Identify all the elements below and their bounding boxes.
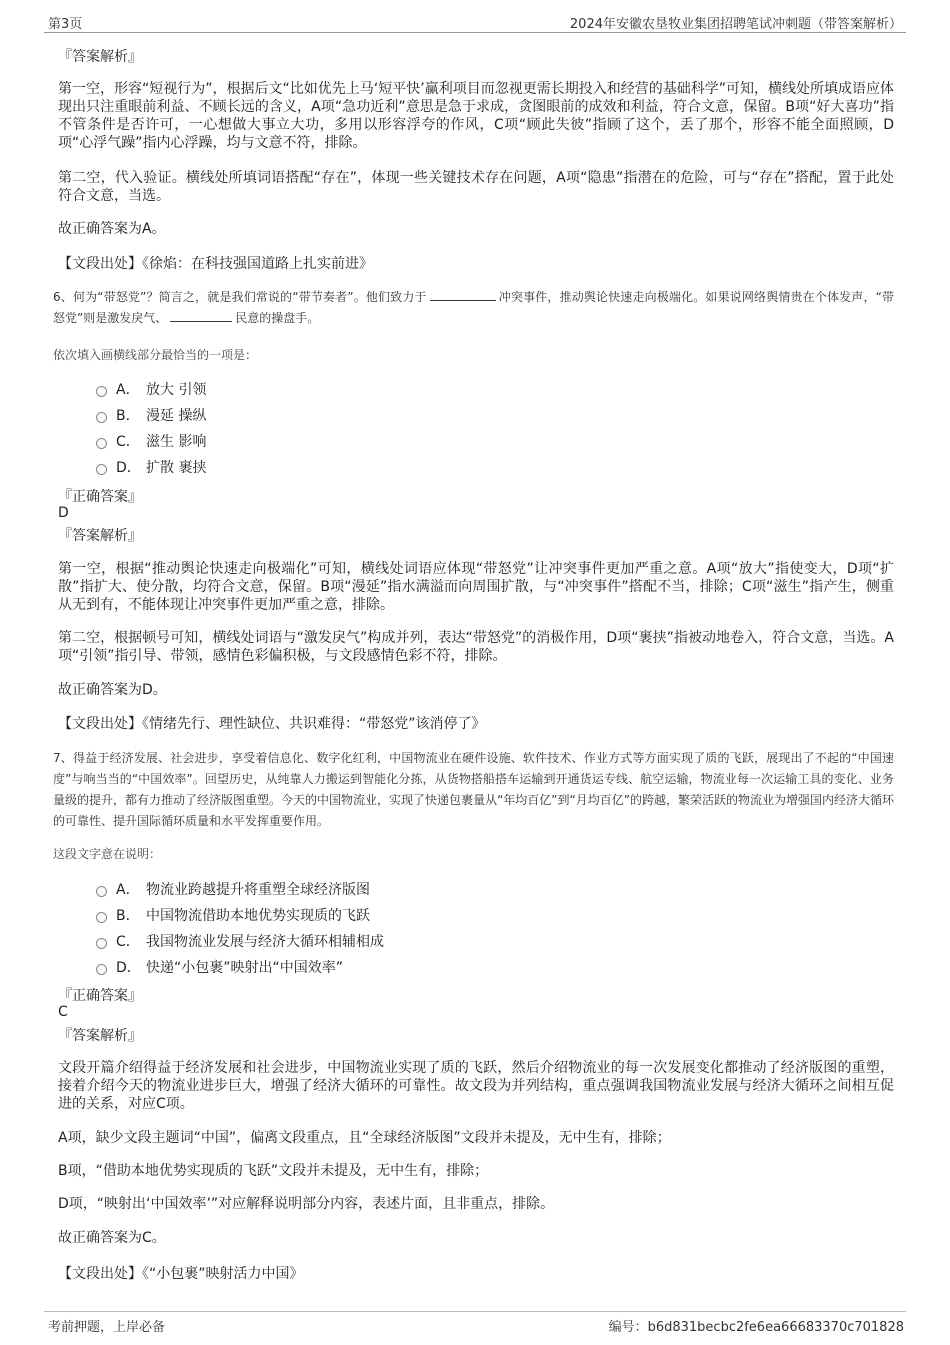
question-prompt: 依次填入画横线部分最恰当的一项是：: [53, 348, 258, 362]
fill-blank: [170, 321, 232, 322]
source-citation: 【文段出处】《徐焰：在科技强国道路上扎实前进》: [58, 256, 373, 272]
option-letter: C．: [116, 934, 140, 950]
page-number: 第3页: [48, 17, 83, 32]
option-a[interactable]: [96, 879, 370, 899]
analysis-tag: 『答案解析』: [58, 49, 142, 65]
answer-conclusion: 故正确答案为C。: [58, 1230, 166, 1246]
question-stem: [53, 287, 894, 329]
answer-conclusion: 故正确答案为D。: [58, 682, 167, 698]
option-letter: A．: [116, 882, 140, 898]
question-stem-part: 冲突事件，推动舆论快速走向极端化。如果说网络舆情贵在个体发声，“带怒党”则是激发戾气、: [53, 290, 894, 325]
analysis-paragraph: B项，“借助本地优势实现质的飞跃”文段并未提及，无中生有，排除；: [58, 1163, 489, 1179]
option-text: 我国物流业发展与经济大循环相辅相成: [146, 934, 384, 950]
question-stem-part: 6、何为“带怒党”？简言之，就是我们常说的“带节奏者”。他们致力于: [53, 290, 427, 304]
source-citation: 【文段出处】《情绪先行、理性缺位、共识难得：“带怒党”该消停了》: [58, 716, 486, 732]
analysis-paragraph: A项，缺少文段主题词“中国”，偏离文段重点，且“全球经济版图”文段并未提及，无中生有，排除；: [58, 1130, 671, 1146]
option-d[interactable]: [96, 957, 343, 977]
analysis-paragraph: 第二空，根据顿号可知，横线处词语与“激发戾气”构成并列，表达“带怒党”的消极作用，D项“裹挟”指被动地卷入，符合文意，当选。A项“引领”指引导、带领，感情色彩偏积极，与文段感情色彩不符，排除。: [58, 630, 894, 664]
option-text: 物流业跨越提升将重塑全球经济版图: [146, 882, 370, 898]
analysis-paragraph: 文段开篇介绍得益于经济发展和社会进步，中国物流业实现了质的飞跃，然后介绍物流业的每一次发展变化都推动了经济版图的重塑，接着介绍今天的物流业进步巨大，增强了经济大循环的可靠性。故文段为并列结构，重点强调我国物流业发展与经济大循环之间相互促进的关系，对应C项。: [58, 1060, 894, 1112]
option-c[interactable]: [96, 431, 206, 451]
option-c[interactable]: [96, 931, 384, 951]
analysis-tag: 『答案解析』: [58, 528, 142, 544]
document-id: 编号：b6d831becbc2fe6ea66683370c701828: [608, 1320, 904, 1335]
radio-icon[interactable]: [96, 938, 107, 949]
option-letter: C．: [116, 434, 140, 450]
option-a[interactable]: [96, 379, 206, 399]
fill-blank: [430, 300, 496, 301]
option-b[interactable]: [96, 405, 206, 425]
analysis-paragraph: 第一空，形容“短视行为”，根据后文“比如优先上马‘短平快’赢利项目而忽视更需长期投入和经营的基础科学”可知，横线处所填成语应体现出只注重眼前利益、不顾长远的含义，A项“急功近利”意思是急于求成，贪图眼前的成效和利益，符合文意，保留。B项“好大喜功”指不管条件是否许可，一心想做大事立大功，多用以形容浮夸的作风，C项“顾此失彼”指顾了这个，丢了那个，形容不能全面照顾，D项“心浮气躁”指内心浮躁，均与文意不符，排除。: [58, 81, 894, 151]
option-letter: B．: [116, 908, 140, 924]
radio-icon[interactable]: [96, 464, 107, 475]
option-text: 漫延 操纵: [146, 408, 207, 424]
footer-slogan: 考前押题，上岸必备: [48, 1320, 166, 1335]
question-prompt: 这段文字意在说明：: [53, 847, 162, 861]
source-citation: 【文段出处】《“小包裹”映射活力中国》: [58, 1266, 304, 1282]
analysis-paragraph: D项，“映射出‘中国效率’”对应解释说明部分内容，表述片面，且非重点，排除。: [58, 1196, 555, 1212]
option-text: 快递“小包裹”映射出“中国效率”: [146, 960, 344, 976]
option-letter: B．: [116, 408, 140, 424]
analysis-tag: 『答案解析』: [58, 1028, 142, 1044]
option-text: 中国物流借助本地优势实现质的飞跃: [146, 908, 370, 924]
page-header: [44, 12, 906, 33]
correct-answer-tag: 『正确答案』: [58, 988, 142, 1004]
option-text: 滋生 影响: [146, 434, 207, 450]
radio-icon[interactable]: [96, 964, 107, 975]
option-letter: A．: [116, 382, 140, 398]
analysis-paragraph: 第一空，根据“推动舆论快速走向极端化”可知，横线处词语应体现“带怒党”让冲突事件更加严重之意。A项“放大”指使变大，D项“扩散”指扩大、使分散，均符合文意，保留。B项“漫延”指水满溢而向周围扩散，与“冲突事件”搭配不当，排除；C项“滋生”指产生，侧重从无到有，不能体现让冲突事件更加严重之意，排除。: [58, 561, 894, 613]
radio-icon[interactable]: [96, 912, 107, 923]
radio-icon[interactable]: [96, 438, 107, 449]
radio-icon[interactable]: [96, 386, 107, 397]
analysis-paragraph: 第二空，代入验证。横线处所填词语搭配“存在”，体现一些关键技术存在问题，A项“隐患”指潜在的危险，可与“存在”搭配，置于此处符合文意，当选。: [58, 170, 894, 204]
option-b[interactable]: [96, 905, 370, 925]
option-text: 扩散 裹挟: [146, 460, 207, 476]
radio-icon[interactable]: [96, 412, 107, 423]
answer-conclusion: 故正确答案为A。: [58, 221, 166, 237]
document-title: 2024年安徽农垦牧业集团招聘笔试冲刺题（带答案解析）: [569, 17, 902, 32]
option-text: 放大 引领: [146, 382, 207, 398]
correct-answer: C: [58, 1004, 68, 1020]
radio-icon[interactable]: [96, 886, 107, 897]
option-letter: D．: [116, 460, 141, 476]
correct-answer-tag: 『正确答案』: [58, 489, 142, 505]
option-d[interactable]: [96, 457, 206, 477]
question-stem-part: 民意的操盘手。: [235, 311, 320, 325]
correct-answer: D: [58, 505, 69, 521]
question-stem: 7、得益于经济发展、社会进步，享受着信息化、数字化红利，中国物流业在硬件设施、软件技术、作业方式等方面实现了质的飞跃，展现出了不起的“中国速度”与响当当的“中国效率”。回望历史，从纯靠人力搬运到智能化分拣，从货物搭船搭车运输到开通货运专线、航空运输，物流业每一次运输工具的变化、业务量级的提升，都有力推动了经济版图重塑。今天的中国物流业，实现了快递包裹量从“年均百亿”到“月均百亿”的跨越，繁荣活跃的物流业为增强国内经济大循环的可靠性、提升国际循环质量和水平发挥重要作用。: [53, 751, 894, 828]
option-letter: D．: [116, 960, 141, 976]
page-footer: [44, 1311, 906, 1334]
